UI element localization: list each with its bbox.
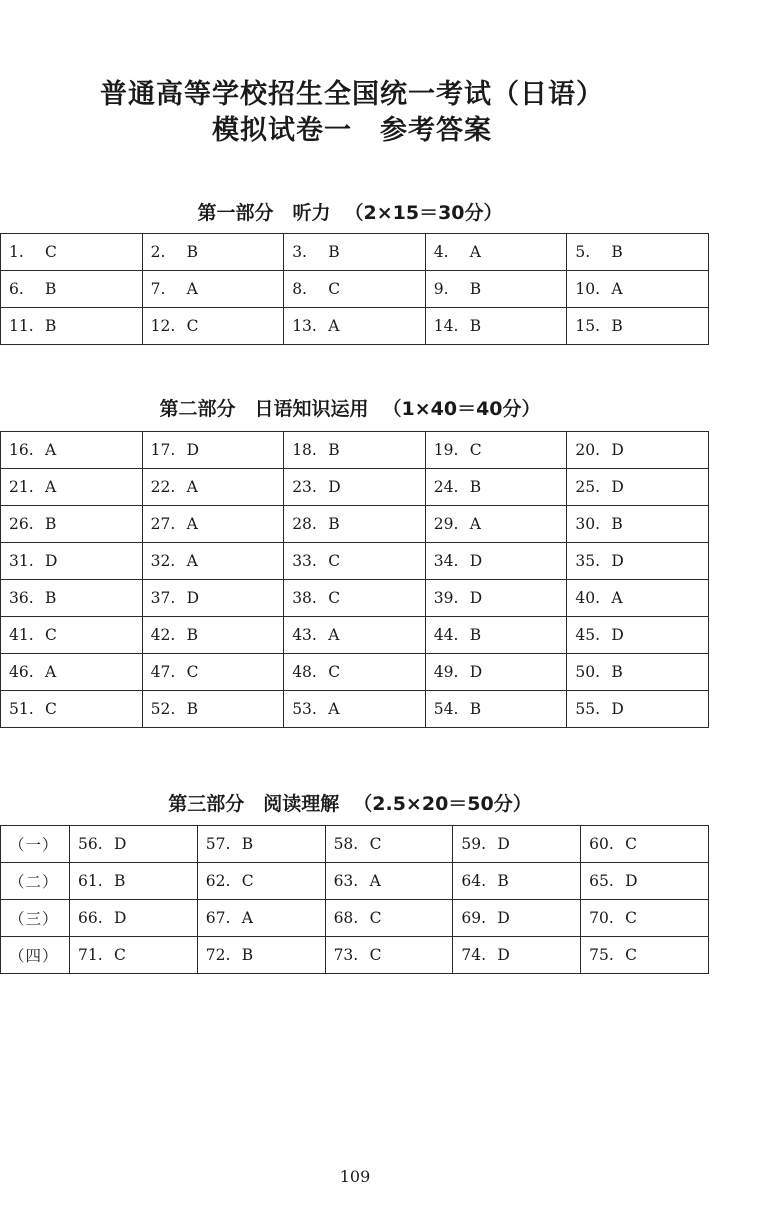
answer-letter: D [113,909,127,927]
answer-cell [1,271,143,308]
answer-letter: B [469,317,482,335]
question-number: 40. [575,589,601,607]
answer-letter: D [497,909,510,927]
answer-cell [453,863,581,900]
table-row [1,863,709,900]
question-number: 22. [150,478,176,496]
question-number: 45. [575,626,601,644]
answer-cell [1,506,143,543]
answer-cell [284,469,426,506]
answer-letter: A [186,280,198,298]
table-row [1,308,709,345]
answer-cell [284,234,426,271]
question-number: 9. [433,280,449,298]
answer-letter: B [113,872,126,890]
answer-cell [581,826,709,863]
table-row [1,271,709,308]
answer-cell [567,691,709,728]
question-number: 68. [333,909,359,927]
answer-cell [69,863,197,900]
question-number: 8. [292,280,307,298]
answer-letter: B [45,515,57,533]
answer-cell [1,469,143,506]
section-heading-reading [0,789,700,816]
answer-cell [1,691,143,728]
answer-cell [325,826,453,863]
answer-letter: D [186,441,200,459]
question-number: 39. [433,589,459,607]
table-row [1,654,709,691]
question-number: 19. [433,441,459,459]
answer-cell [425,691,567,728]
answer-letter: C [625,946,638,964]
answer-cell [284,432,426,469]
answer-letter: B [241,835,254,853]
answer-letter: A [328,626,340,644]
answer-letter: C [328,589,341,607]
question-number: 6. [9,280,24,298]
question-number: 74. [461,946,487,964]
section-score: （2.5×20＝50分） [353,793,532,815]
question-number: 57. [205,835,231,853]
answer-letter: D [611,478,624,496]
group-label: （三） [1,900,70,937]
question-number: 47. [150,663,176,681]
answer-cell [1,654,143,691]
answer-cell [567,469,709,506]
answer-cell [425,234,567,271]
answer-letter: C [186,663,199,681]
answer-letter: D [611,552,624,570]
answer-letter: A [611,589,623,607]
question-number: 12. [150,317,176,335]
table-row [1,691,709,728]
answer-letter: C [328,552,341,570]
answer-letter: C [328,663,341,681]
answer-cell [567,654,709,691]
answer-letter: B [45,317,57,335]
question-number: 50. [575,663,601,681]
answer-letter: D [497,946,510,964]
answer-letter: C [625,909,638,927]
answer-letter: C [625,835,638,853]
answer-cell [284,580,426,617]
answer-cell [142,432,284,469]
answer-cell [142,271,284,308]
answer-letter: A [469,243,481,261]
answer-cell [581,937,709,974]
answer-cell [567,271,709,308]
answer-table-reading [0,825,709,974]
question-number: 3. [292,243,307,261]
answer-cell [325,863,453,900]
answer-letter: A [186,478,198,496]
question-number: 11. [9,317,34,335]
answer-cell [567,580,709,617]
answer-letter: B [186,700,198,718]
question-number: 72. [205,946,231,964]
answer-letter: B [469,700,482,718]
answer-letter: A [328,317,340,335]
answer-cell [284,691,426,728]
answer-letter: D [469,552,483,570]
answer-letter: B [469,478,482,496]
answer-letter: C [45,243,57,261]
table-row [1,234,709,271]
answer-cell [142,580,284,617]
answer-cell [284,506,426,543]
question-number: 26. [9,515,34,533]
question-number: 18. [292,441,317,459]
question-number: 16. [9,441,34,459]
question-number: 46. [9,663,34,681]
answer-cell [69,826,197,863]
question-number: 66. [77,909,103,927]
answer-cell [425,469,567,506]
question-number: 32. [150,552,176,570]
answer-cell [284,654,426,691]
answer-letter: C [45,626,57,644]
answer-cell [1,308,143,345]
answer-cell [1,617,143,654]
question-number: 2. [150,243,166,261]
answer-cell [197,900,325,937]
answer-cell [567,617,709,654]
table-row [1,900,709,937]
question-number: 24. [433,478,459,496]
answer-letter: D [625,872,638,890]
question-number: 73. [333,946,359,964]
section-label: 第三部分 阅读理解 [168,793,340,815]
question-number: 48. [292,663,317,681]
question-number: 43. [292,626,317,644]
answer-cell [284,271,426,308]
question-number: 41. [9,626,34,644]
answer-letter: D [45,552,58,570]
answer-cell [425,617,567,654]
answer-cell [425,654,567,691]
page-number: 109 [339,1167,371,1186]
answer-table-listening [0,233,709,345]
table-row [1,432,709,469]
question-number: 65. [589,872,614,890]
question-number: 35. [575,552,601,570]
answer-cell [1,432,143,469]
question-number: 61. [77,872,103,890]
answer-letter: C [469,441,482,459]
answer-letter: B [328,243,340,261]
group-label: （二） [1,863,70,900]
question-number: 36. [9,589,34,607]
question-number: 33. [292,552,317,570]
question-number: 59. [461,835,487,853]
table-row [1,826,709,863]
answer-letter: B [497,872,509,890]
answer-letter: B [611,663,623,681]
answer-letter: C [369,909,382,927]
page-title: 普通高等学校招生全国统一考试（日语） [100,79,604,110]
answer-letter: C [241,872,254,890]
question-number: 15. [575,317,601,335]
answer-letter: A [611,280,623,298]
answer-cell [142,654,284,691]
answer-letter: B [469,280,482,298]
answer-cell [1,580,143,617]
question-number: 37. [150,589,176,607]
answer-cell [142,308,284,345]
question-number: 4. [433,243,449,261]
question-number: 58. [333,835,359,853]
answer-cell [425,432,567,469]
answer-letter: C [186,317,199,335]
question-number: 42. [150,626,176,644]
section-label: 第二部分 日语知识运用 [159,398,369,420]
answer-cell [581,900,709,937]
answer-cell [567,234,709,271]
question-number: 1. [9,243,24,261]
answer-letter: A [469,515,481,533]
answer-letter: A [45,663,57,681]
answer-cell [284,543,426,580]
answer-cell [567,308,709,345]
answer-letter: A [328,700,340,718]
question-number: 56. [77,835,103,853]
answer-letter: A [369,872,381,890]
question-number: 63. [333,872,359,890]
answer-letter: C [328,280,341,298]
question-number: 25. [575,478,601,496]
answer-cell [453,900,581,937]
answer-cell [581,863,709,900]
answer-letter: D [113,835,127,853]
question-number: 17. [150,441,176,459]
answer-letter: C [45,700,57,718]
table-row [1,937,709,974]
answer-cell [425,308,567,345]
answer-cell [197,826,325,863]
answer-letter: D [611,626,624,644]
question-number: 30. [575,515,601,533]
answer-letter: A [45,478,57,496]
answer-cell [453,937,581,974]
answer-cell [142,617,284,654]
answer-cell [142,469,284,506]
section-heading-listening [0,198,700,225]
answer-letter: B [186,243,198,261]
table-row [1,580,709,617]
question-number: 13. [292,317,317,335]
question-number: 7. [150,280,166,298]
answer-letter: D [497,835,510,853]
answer-letter: C [369,946,382,964]
answer-cell [425,506,567,543]
answer-cell [567,506,709,543]
question-number: 38. [292,589,317,607]
answer-cell [69,937,197,974]
question-number: 5. [575,243,591,261]
answer-letter: D [611,700,624,718]
question-number: 44. [433,626,459,644]
answer-letter: B [611,243,623,261]
question-number: 20. [575,441,601,459]
answer-letter: D [469,663,483,681]
answer-letter: A [241,909,253,927]
section-label: 第一部分 听力 [197,202,331,224]
section-heading-knowledge [0,394,700,421]
question-number: 28. [292,515,317,533]
answer-cell [1,234,143,271]
answer-cell [425,580,567,617]
question-number: 52. [150,700,176,718]
group-label: （四） [1,937,70,974]
answer-letter: B [328,515,340,533]
answer-cell [567,543,709,580]
page-subtitle: 模拟试卷一 参考答案 [212,115,492,146]
answer-cell [142,543,284,580]
question-number: 10. [575,280,601,298]
answer-letter: A [186,515,198,533]
answer-letter: B [611,515,623,533]
answer-cell [425,271,567,308]
question-number: 69. [461,909,487,927]
question-number: 34. [433,552,459,570]
question-number: 67. [205,909,231,927]
question-number: 53. [292,700,317,718]
question-number: 62. [205,872,231,890]
answer-letter: D [611,441,624,459]
answer-table-knowledge [0,431,709,728]
question-number: 71. [77,946,103,964]
answer-letter: B [469,626,482,644]
answer-letter: B [611,317,623,335]
section-score: （2×15＝30分） [344,202,503,224]
answer-cell [325,937,453,974]
answer-letter: D [186,589,200,607]
answer-letter: B [186,626,198,644]
answer-cell [567,432,709,469]
question-number: 49. [433,663,459,681]
answer-letter: A [45,441,57,459]
question-number: 23. [292,478,317,496]
answer-cell [69,900,197,937]
answer-letter: C [369,835,382,853]
answer-cell [425,543,567,580]
answer-cell [284,617,426,654]
question-number: 64. [461,872,487,890]
answer-cell [142,506,284,543]
answer-cell [142,691,284,728]
table-row [1,469,709,506]
group-label: （一） [1,826,70,863]
answer-cell [453,826,581,863]
table-row [1,543,709,580]
question-number: 21. [9,478,34,496]
answer-letter: A [186,552,198,570]
answer-letter: B [328,441,340,459]
answer-letter: C [113,946,126,964]
question-number: 31. [9,552,34,570]
answer-cell [325,900,453,937]
answer-cell [197,937,325,974]
answer-cell [142,234,284,271]
question-number: 54. [433,700,459,718]
answer-cell [1,543,143,580]
answer-letter: B [241,946,254,964]
section-score: （1×40＝40分） [382,398,541,420]
table-row [1,506,709,543]
question-number: 55. [575,700,601,718]
answer-letter: D [328,478,341,496]
question-number: 51. [9,700,34,718]
answer-letter: D [469,589,483,607]
table-row [1,617,709,654]
question-number: 14. [433,317,459,335]
question-number: 29. [433,515,459,533]
question-number: 60. [589,835,614,853]
question-number: 27. [150,515,176,533]
answer-cell [197,863,325,900]
question-number: 75. [589,946,614,964]
answer-letter: B [45,280,57,298]
question-number: 70. [589,909,614,927]
answer-letter: B [45,589,57,607]
answer-cell [284,308,426,345]
